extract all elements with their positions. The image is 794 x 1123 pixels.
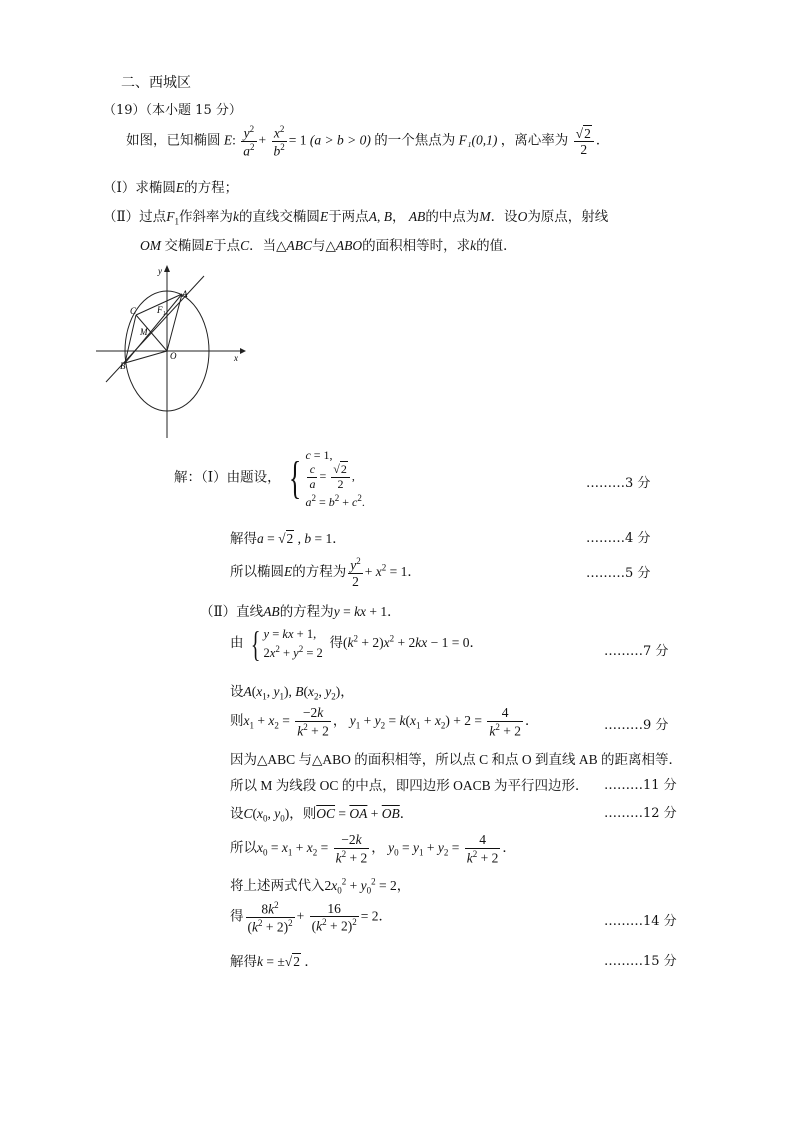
ellipse-figure (92, 262, 252, 442)
points-5: ………5 分 (586, 566, 651, 581)
label-m: M (140, 327, 148, 337)
problem-stem: 如图，已知椭圆 E: $\frac{y^2}{a^2}$ + $\frac{x^2}{b^2}$ = 1 (a > b > 0) 的一个焦点为 F₁(0,1) ，离心率为 $\frac{√2}{2}$ ． (126, 124, 610, 159)
part-2-line-1: （Ⅱ）过点$F_1$作斜率为k的直线交椭圆E于两点A, B， AB的中点为M．设O为原点，射线 (103, 209, 609, 227)
label-o: O (170, 351, 177, 361)
solution-step-12: 得 $\frac{8k^2}{(k^2 + 2)^2}$ + $\frac{16}{(k^2 + 2)^2}$ = 2． (230, 900, 392, 935)
label-a: A (182, 289, 188, 299)
x-axis-arrow (240, 348, 246, 354)
solution-step-9: 设$C(x_0$, $y_0$)，则$\overline{OC} = \overline{OA} + \overline{OB}$． (230, 806, 414, 824)
solution-step-5: 设$A(x_1$, $y_1$), $B(x_2$, $y_2$)， (230, 684, 354, 702)
solution-step-7: 因为△ABC 与△ABO 的面积相等，所以点 C 和点 O 到直线 AB 的距离相等． (230, 752, 683, 767)
points-3: ………3 分 (586, 476, 651, 491)
part-2-line-2: OM 交椭圆E于点C．当△ABC与△ABO的面积相等时，求k的值． (140, 238, 517, 253)
solution-step-11: 将上述两式代入$2x_0^2 + y_0^2 = 2$， (230, 876, 411, 896)
points-11: ………11 分 (604, 778, 677, 793)
label-f1: F₁ (157, 305, 166, 315)
points-14: ………14 分 (604, 914, 677, 929)
solution-step-8: 所以 M 为线段 OC 的中点，即四边形 OACB 为平行四边形． (230, 778, 589, 793)
solution-step-3: 所以椭圆E的方程为 $\frac{y^2}{2}$ + $x^2 = 1$． (230, 556, 421, 590)
points-4: ………4 分 (586, 531, 651, 546)
solution-step-4: 由 { y = kx + 1, $2x^2 + y^2 = 2$ 得$(k^2 + 2)x^2 + 2kx - 1 = 0$． (230, 624, 483, 664)
problem-number: （19）（本小题 15 分） (103, 103, 242, 118)
solution-part-2-head: （Ⅱ）直线AB的方程为y = kx + 1． (200, 604, 401, 619)
solution-step-1: 解：（Ⅰ）由题设， { c = 1, $\frac{c}{a}$ = $\frac{√2}{2}$ , $a^2 = b^2 + c^2$. (174, 448, 365, 509)
solution-step-2: 解得a = √2 , b = 1． (230, 531, 346, 546)
points-15: ………15 分 (604, 954, 677, 969)
segment-bo (125, 351, 167, 363)
y-axis-arrow (164, 265, 170, 272)
solution-step-10: 所以$x_0 = x_1 + x_2$ = $\frac{-2k}{k^2 + 2}$ ， $y_0 = y_1 + y_2$ = $\frac{4}{k^2 + 2}$ ． (230, 832, 516, 866)
label-y: y (158, 266, 162, 276)
points-12: ………12 分 (604, 806, 677, 821)
label-b: B (120, 361, 126, 371)
label-c: C (130, 306, 137, 316)
solution-step-13: 解得k = ±√2 ． (230, 954, 318, 969)
points-9: ………9 分 (604, 718, 669, 733)
part-1: （Ⅰ）求椭圆E的方程； (103, 180, 239, 195)
label-x: x (234, 353, 238, 363)
points-7: ………7 分 (604, 644, 669, 659)
section-title: 二、西城区 (121, 75, 191, 91)
solution-step-6: 则$x_1 + x_2$ = $\frac{-2k}{k^2 + 2}$ ， $y_1 + y_2 = k(x_1 + x_2) + 2$ = $\frac{4}{k^2 + 2}$ ． (230, 705, 539, 739)
